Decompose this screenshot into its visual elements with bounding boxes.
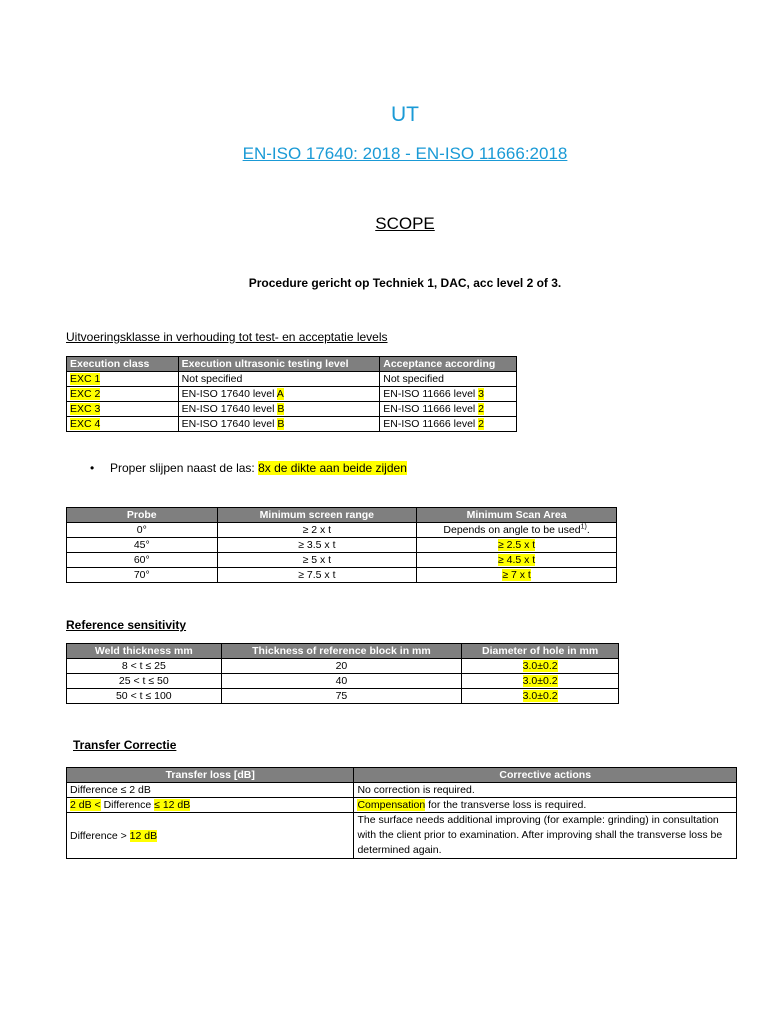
table-header-row bbox=[67, 508, 617, 523]
block-thickness: 20 bbox=[221, 659, 462, 674]
table-cell bbox=[380, 402, 517, 417]
loss-bound: 12 dB bbox=[129, 829, 158, 842]
column-header: Corrective actions bbox=[354, 768, 737, 783]
test-level-text: EN-ISO 17640 level bbox=[181, 418, 278, 430]
probe-angle: 45° bbox=[67, 538, 218, 553]
footnote-ref: 1) bbox=[580, 523, 587, 531]
table-row bbox=[67, 372, 517, 387]
table-row bbox=[67, 659, 619, 674]
weld-thickness: 25 < t ≤ 50 bbox=[67, 674, 222, 689]
hole-diameter bbox=[462, 659, 619, 674]
acceptance-level: 3 bbox=[478, 388, 485, 400]
column-header: Probe bbox=[67, 508, 218, 523]
hole-diameter bbox=[462, 689, 619, 704]
test-level: B bbox=[277, 418, 285, 430]
table-header-row bbox=[67, 644, 619, 659]
table-row bbox=[67, 417, 517, 432]
column-header: Thickness of reference block in mm bbox=[221, 644, 462, 659]
execution-class: EXC 2 bbox=[70, 388, 101, 400]
reference-section-heading: Reference sensitivity bbox=[66, 618, 187, 632]
table-cell: Not specified bbox=[178, 372, 380, 387]
grinding-bullet bbox=[90, 461, 407, 475]
table-row bbox=[67, 689, 619, 704]
weld-thickness: 8 < t ≤ 25 bbox=[67, 659, 222, 674]
scan-area bbox=[417, 538, 617, 553]
transfer-section-heading: Transfer Correctie bbox=[73, 738, 177, 752]
action-highlight: Compensation bbox=[357, 799, 426, 811]
table-row bbox=[67, 568, 617, 583]
table-row bbox=[67, 402, 517, 417]
scan-area-text: ≥ 7 x t bbox=[502, 569, 531, 581]
execution-section-heading: Uitvoeringsklasse in verhouding tot test- en acceptatie levels bbox=[66, 330, 388, 344]
transfer-loss: Difference ≤ 2 dB bbox=[67, 783, 354, 798]
scan-area-suffix: . bbox=[586, 524, 590, 536]
execution-class-table bbox=[66, 356, 517, 432]
column-header: Execution ultrasonic testing level bbox=[178, 357, 380, 372]
table-row bbox=[67, 798, 737, 813]
test-level-text: EN-ISO 17640 level bbox=[181, 403, 278, 415]
transfer-correction-table bbox=[66, 767, 737, 859]
table-header-row bbox=[67, 768, 737, 783]
column-header: Acceptance according bbox=[380, 357, 517, 372]
execution-class: EXC 1 bbox=[70, 373, 101, 385]
probe-angle: 60° bbox=[67, 553, 218, 568]
loss-upper-bound: ≤ 12 dB bbox=[154, 799, 191, 811]
scan-area bbox=[417, 523, 617, 538]
table-row bbox=[67, 813, 737, 859]
test-level: B bbox=[277, 403, 285, 415]
table-cell bbox=[67, 387, 179, 402]
acceptance-text: EN-ISO 11666 level bbox=[383, 418, 479, 430]
reference-sensitivity-table bbox=[66, 643, 619, 704]
loss-label: Difference > bbox=[70, 829, 130, 842]
hole-diameter-value: 3.0±0.2 bbox=[522, 660, 558, 672]
action-text: for the transverse loss is required. bbox=[425, 799, 587, 811]
table-row bbox=[67, 538, 617, 553]
table-row bbox=[67, 783, 737, 798]
column-header: Diameter of hole in mm bbox=[462, 644, 619, 659]
probe-angle: 0° bbox=[67, 523, 218, 538]
column-header: Weld thickness mm bbox=[67, 644, 222, 659]
probe-table bbox=[66, 507, 617, 583]
corrective-action: The surface needs additional improving (for example: grinding) in consultation with the client prior to examination. After improving shall the transverse loss be determined again. bbox=[354, 813, 737, 859]
loss-lower-bound: 2 dB < bbox=[70, 799, 101, 811]
acceptance-text: EN-ISO 11666 level bbox=[383, 403, 479, 415]
screen-range: ≥ 7.5 x t bbox=[217, 568, 417, 583]
hole-diameter bbox=[462, 674, 619, 689]
test-level-text: EN-ISO 17640 level bbox=[181, 388, 277, 400]
table-cell: Not specified bbox=[380, 372, 517, 387]
screen-range: ≥ 3.5 x t bbox=[217, 538, 417, 553]
scan-area bbox=[417, 553, 617, 568]
scan-area bbox=[417, 568, 617, 583]
scan-area-text: ≥ 2.5 x t bbox=[497, 539, 536, 551]
screen-range: ≥ 5 x t bbox=[217, 553, 417, 568]
table-cell bbox=[380, 417, 517, 432]
corrective-action bbox=[354, 798, 737, 813]
table-row bbox=[67, 553, 617, 568]
table-cell bbox=[380, 387, 517, 402]
hole-diameter-value: 3.0±0.2 bbox=[522, 675, 558, 687]
acceptance-level: 2 bbox=[478, 418, 485, 430]
column-header: Minimum Scan Area bbox=[417, 508, 617, 523]
acceptance-text: EN-ISO 11666 level bbox=[383, 388, 479, 400]
table-row bbox=[67, 523, 617, 538]
execution-class: EXC 4 bbox=[70, 418, 101, 430]
table-cell bbox=[178, 387, 380, 402]
scope-heading: SCOPE bbox=[375, 214, 435, 233]
screen-range: ≥ 2 x t bbox=[217, 523, 417, 538]
corrective-action: No correction is required. bbox=[354, 783, 737, 798]
table-row bbox=[67, 674, 619, 689]
scan-area-text: Depends on angle to be used bbox=[443, 524, 581, 536]
standards-subtitle: EN-ISO 17640: 2018 - EN-ISO 11666:2018 bbox=[242, 144, 568, 163]
scan-area-text: ≥ 4.5 x t bbox=[497, 554, 536, 566]
probe-angle: 70° bbox=[67, 568, 218, 583]
procedure-line: Procedure gericht op Techniek 1, DAC, acc level 2 of 3. bbox=[248, 276, 562, 290]
column-header: Execution class bbox=[67, 357, 179, 372]
column-header: Minimum screen range bbox=[217, 508, 417, 523]
table-cell bbox=[178, 417, 380, 432]
block-thickness: 75 bbox=[221, 689, 462, 704]
column-header: Transfer loss [dB] bbox=[67, 768, 354, 783]
bullet-highlight: 8x de dikte aan beide zijden bbox=[258, 461, 407, 475]
loss-label: Difference bbox=[100, 799, 155, 811]
transfer-loss bbox=[67, 798, 354, 813]
hole-diameter-value: 3.0±0.2 bbox=[522, 690, 558, 702]
table-cell bbox=[67, 372, 179, 387]
table-row bbox=[67, 387, 517, 402]
acceptance-level: 2 bbox=[478, 403, 485, 415]
block-thickness: 40 bbox=[221, 674, 462, 689]
transfer-loss bbox=[67, 813, 354, 859]
test-level: A bbox=[276, 388, 284, 400]
weld-thickness: 50 < t ≤ 100 bbox=[67, 689, 222, 704]
bullet-text: Proper slijpen naast de las: bbox=[110, 461, 259, 475]
table-cell bbox=[67, 402, 179, 417]
table-cell bbox=[67, 417, 179, 432]
bullet-icon: • bbox=[90, 461, 95, 475]
document-title: UT bbox=[391, 103, 419, 126]
execution-class: EXC 3 bbox=[70, 403, 101, 415]
table-header-row bbox=[67, 357, 517, 372]
table-cell bbox=[178, 402, 380, 417]
